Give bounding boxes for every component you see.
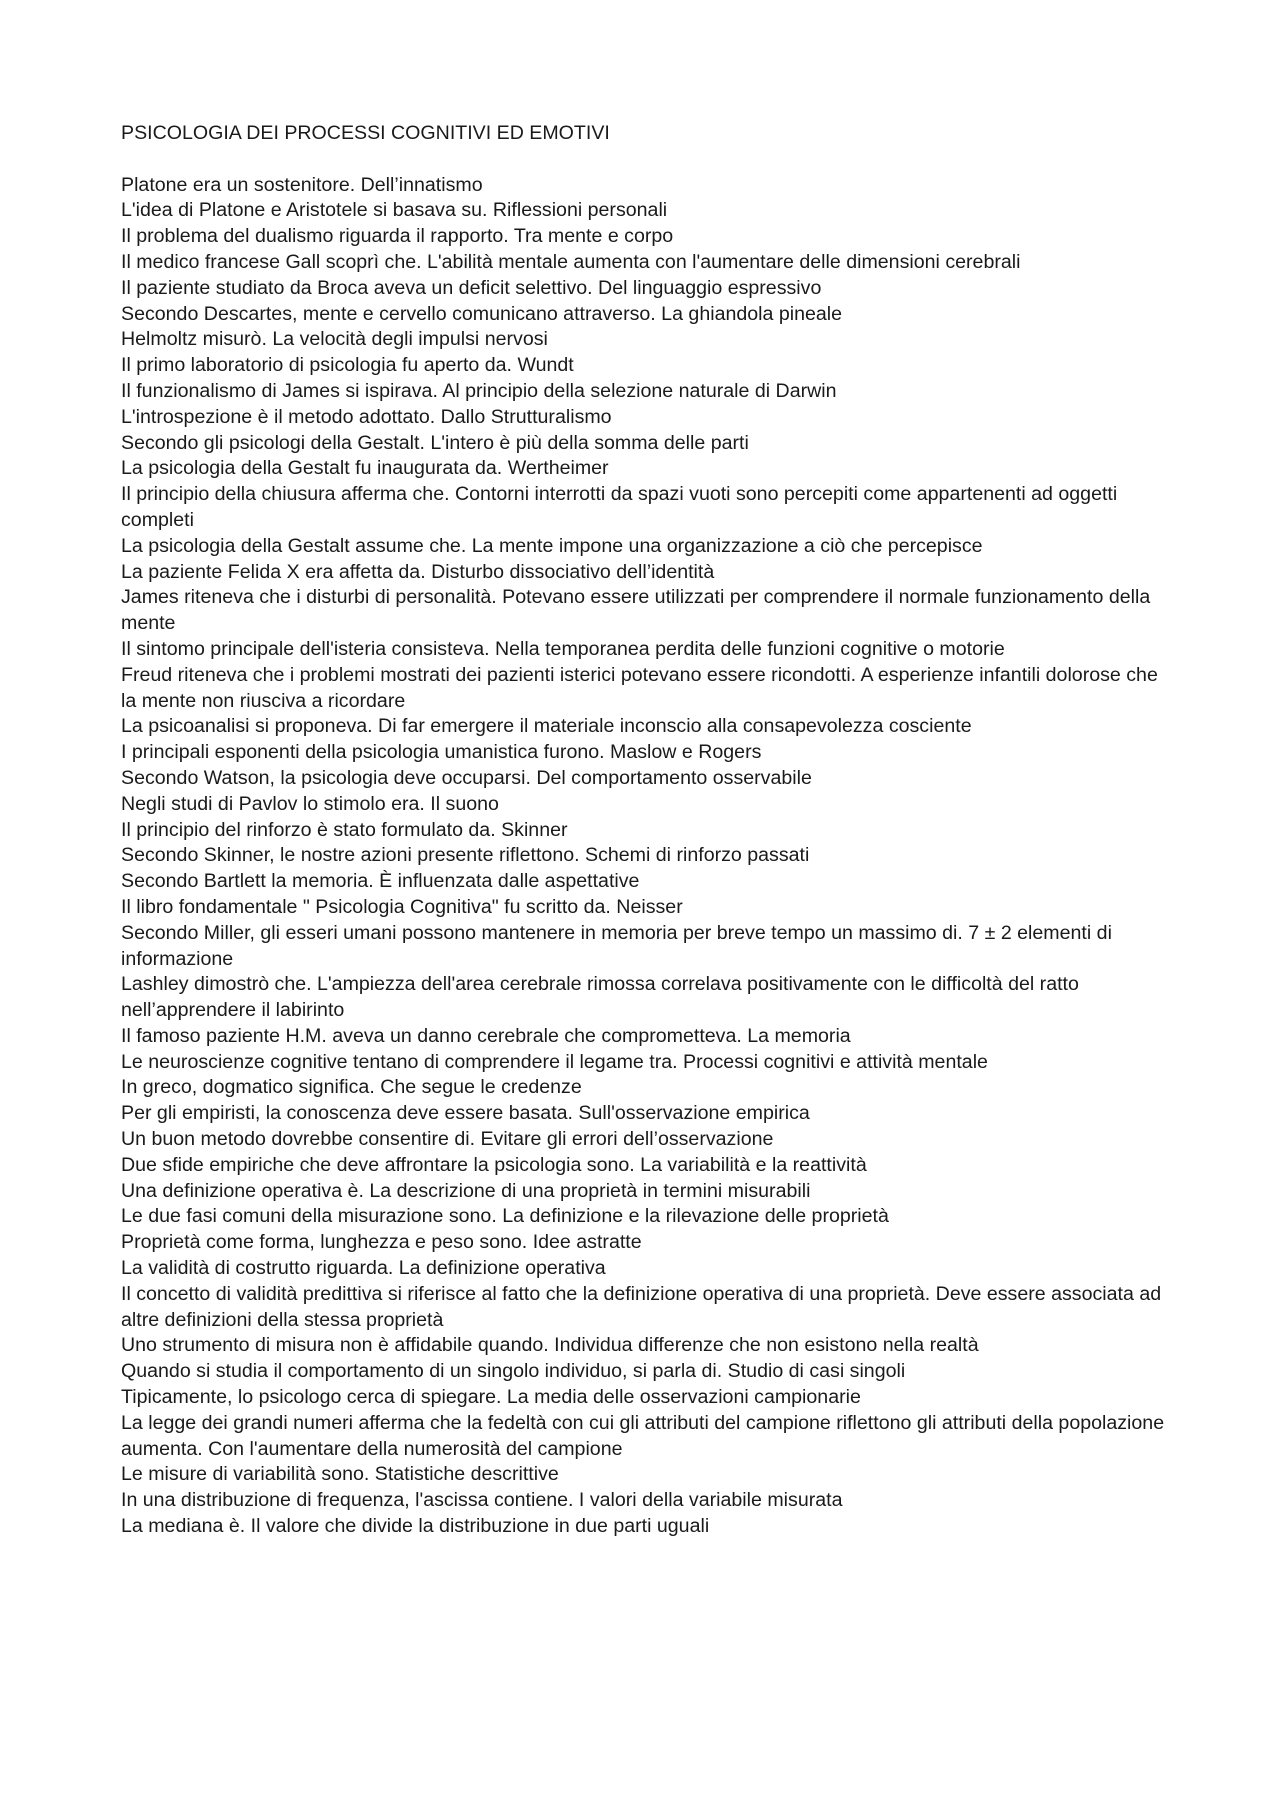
qa-line: La mediana è. Il valore che divide la distribuzione in due parti uguali (121, 1515, 710, 1538)
qa-line: La validità di costrutto riguarda. La definizione operativa (121, 1257, 606, 1280)
qa-line: Il medico francese Gall scoprì che. L'abilità mentale aumenta con l'aumentare delle dimensioni cerebrali (121, 250, 1021, 273)
document-title: PSICOLOGIA DEI PROCESSI COGNITIVI ED EMOTIVI (121, 122, 610, 144)
document-body (121, 121, 1171, 1540)
qa-line: Secondo Skinner, le nostre azioni presente riflettono. Schemi di rinforzo passati (121, 844, 810, 867)
qa-line: Il concetto di validità predittiva si riferisce al fatto che la definizione operativa di una proprietà. Deve essere associata ad altre definizioni della stessa proprietà (121, 1282, 1162, 1331)
qa-line: In una distribuzione di frequenza, l'ascissa contiene. I valori della variabile misurata (121, 1489, 843, 1512)
qa-line: I principali esponenti della psicologia umanistica furono. Maslow e Rogers (121, 741, 762, 764)
qa-line: Secondo Bartlett la memoria. È influenzata dalle aspettative (121, 870, 640, 893)
qa-line: Secondo Watson, la psicologia deve occuparsi. Del comportamento osservabile (121, 766, 812, 789)
qa-line: Una definizione operativa è. La descrizione di una proprietà in termini misurabili (121, 1179, 811, 1202)
qa-line: Il funzionalismo di James si ispirava. Al principio della selezione naturale di Darwin (121, 379, 837, 402)
qa-line: Il sintomo principale dell'isteria consisteva. Nella temporanea perdita delle funzioni cognitive o motorie (121, 637, 1005, 660)
qa-line: Quando si studia il comportamento di un singolo individuo, si parla di. Studio di casi singoli (121, 1360, 906, 1383)
qa-line: James riteneva che i disturbi di personalità. Potevano essere utilizzati per comprendere il normale funzionamento della mente (121, 586, 1151, 635)
qa-line: Il famoso paziente H.M. aveva un danno cerebrale che comprometteva. La memoria (121, 1024, 851, 1047)
qa-line: Il problema del dualismo riguarda il rapporto. Tra mente e corpo (121, 225, 674, 248)
qa-line: Secondo gli psicologi della Gestalt. L'intero è più della somma delle parti (121, 431, 749, 454)
qa-line: Le misure di variabilità sono. Statistiche descrittive (121, 1463, 559, 1486)
qa-line: L'idea di Platone e Aristotele si basava su. Riflessioni personali (121, 199, 668, 222)
qa-line: Il principio del rinforzo è stato formulato da. Skinner (121, 818, 568, 841)
qa-line: La psicologia della Gestalt fu inaugurata da. Wertheimer (121, 457, 609, 480)
qa-list (121, 173, 1171, 1540)
qa-line: Uno strumento di misura non è affidabile quando. Individua differenze che non esistono nella realtà (121, 1334, 979, 1357)
qa-line: Proprietà come forma, lunghezza e peso sono. Idee astratte (121, 1231, 642, 1254)
qa-line: Il principio della chiusura afferma che. Contorni interrotti da spazi vuoti sono percepiti come appartenenti ad oggetti completi (121, 483, 1118, 531)
qa-line: L'introspezione è il metodo adottato. Dallo Strutturalismo (121, 405, 612, 428)
qa-line: Platone era un sostenitore. Dell’innatismo (121, 173, 483, 196)
qa-line: La psicoanalisi si proponeva. Di far emergere il materiale inconscio alla consapevolezza cosciente (121, 715, 972, 738)
qa-line: Tipicamente, lo psicologo cerca di spiegare. La media delle osservazioni campionarie (121, 1386, 861, 1409)
qa-line: Negli studi di Pavlov lo stimolo era. Il suono (121, 792, 499, 815)
qa-line: Le neuroscienze cognitive tentano di comprendere il legame tra. Processi cognitivi e attività mentale (121, 1050, 988, 1073)
qa-line: La paziente Felida X era affetta da. Disturbo dissociativo dell’identità (121, 560, 715, 583)
qa-line: Freud riteneva che i problemi mostrati dei pazienti isterici potevano essere ricondotti. A esperienze infantili dolorose che la mente non riusciva a ricordare (121, 663, 1158, 712)
qa-line: Un buon metodo dovrebbe consentire di. Evitare gli errori dell’osservazione (121, 1128, 774, 1151)
qa-line: Secondo Miller, gli esseri umani possono mantenere in memoria per breve tempo un massimo di. 7 ± 2 elementi di informazione (121, 921, 1112, 970)
qa-line: Helmoltz misurò. La velocità degli impulsi nervosi (121, 328, 548, 351)
qa-line: La psicologia della Gestalt assume che. La mente impone una organizzazione a ciò che percepisce (121, 534, 983, 557)
qa-line: Il paziente studiato da Broca aveva un deficit selettivo. Del linguaggio espressivo (121, 276, 822, 299)
qa-line: Lashley dimostrò che. L'ampiezza dell'area cerebrale rimossa correlava positivamente con le difficoltà del ratto nell’apprendere il labirinto (121, 973, 1079, 1022)
qa-line: Le due fasi comuni della misurazione sono. La definizione e la rilevazione delle proprietà (121, 1205, 889, 1228)
qa-line: La legge dei grandi numeri afferma che la fedeltà con cui gli attributi del campione riflettono gli attributi della popolazione aumenta. Con l'aumentare della numerosità del campione (121, 1411, 1165, 1460)
qa-line: In greco, dogmatico significa. Che segue le credenze (121, 1076, 582, 1099)
qa-line: Secondo Descartes, mente e cervello comunicano attraverso. La ghiandola pineale (121, 302, 843, 325)
qa-line: Il libro fondamentale " Psicologia Cognitiva" fu scritto da. Neisser (121, 895, 683, 918)
qa-line: Per gli empiristi, la conoscenza deve essere basata. Sull'osservazione empirica (121, 1102, 810, 1125)
qa-line: Il primo laboratorio di psicologia fu aperto da. Wundt (121, 354, 574, 377)
qa-line: Due sfide empiriche che deve affrontare la psicologia sono. La variabilità e la reattività (121, 1153, 867, 1176)
